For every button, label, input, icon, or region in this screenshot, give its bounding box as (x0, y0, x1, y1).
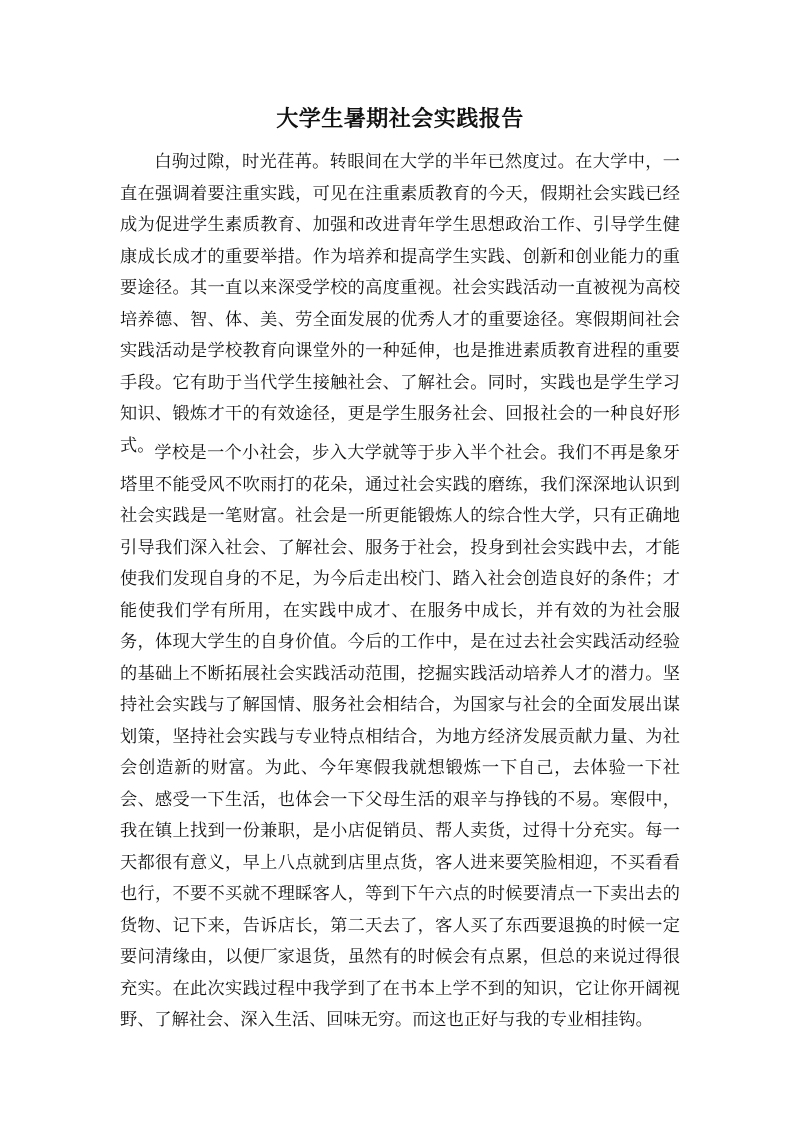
paragraph-school-society: 学校是一个小社会，步入大学就等于步入半个社会。我们不再是象牙塔里不能受风不吹雨打的花朵，通过社会实践的磨练，我们深深地认识到社会实践是一笔财富。社会是一所更能锻炼人的综合性大学，只有正确地引导我们深入社会、了解社会、服务于社会，投身到社会实践中去，才能使我们发现自身的不足，为今后走出校门、踏入社会创造良好的条件；才能使我们学有所用，在实践中成才、在服务中成长，并有效的为社会服务，体现大学生的自身价值。今后的工作中，是在过去社会实践活动经验的基础上不断拓展社会实践活动范围，挖掘实践活动培养人才的潜力。坚持社会实践与了解国情、服务社会相结合，为国家与社会的全面发展出谋划策，坚持社会实践与专业特点相结合，为地方经济发展贡献力量、为社会创造新的财富。为此、今年寒假我就想锻炼一下自己，去体验一下社会、感受一下生活，也体会一下父母生活的艰辛与挣钱的不易。寒假中，我在镇上找到一份兼职，是小店促销员、帮人卖货，过得十分充实。每一天都很有意义，早上八点就到店里点货，客人进来要笑脸相迎，不买看看也行，不要不买就不理睬客人，等到下午六点的时候要清点一下卖出去的货物、记下来，告诉店长，第二天去了，客人买了东西要退换的时候一定要问清缘由，以便厂家退货，虽然有的时候会有点累，但总的来说过得很充实。在此次实践过程中我学到了在书本上学不到的知识，它让你开阔视野、了解社会、深入生活、回味无穷。而这也正好与我的专业相挂钩。 (120, 443, 680, 1030)
paragraph-intro: 白驹过隙，时光荏苒。转眼间在大学的半年已然度过。在大学中，一直在强调着要注重实践，可见在注重素质教育的今天，假期社会实践已经成为促进学生素质教育、加强和改进青年学生思想政治工作、引导学生健康成长成才的重要举措。作为培养和提高学生实践、创新和创业能力的重要途径。其一直以来深受学校的高度重视。社会实践活动一直被视为高校培养德、智、体、美、劳全面发展的优秀人才的重要途径。寒假期间社会实践活动是学校教育向课堂外的一种延伸，也是推进素质教育进程的重要手段。它有助于当代学生接触社会、了解社会。同时，实践也是学生学习知识、锻炼才干的有效途径，更是学生服务社会、回报社会的一种良好形式。 (120, 152, 680, 456)
document-title: 大学生暑期社会实践报告 (276, 106, 524, 132)
